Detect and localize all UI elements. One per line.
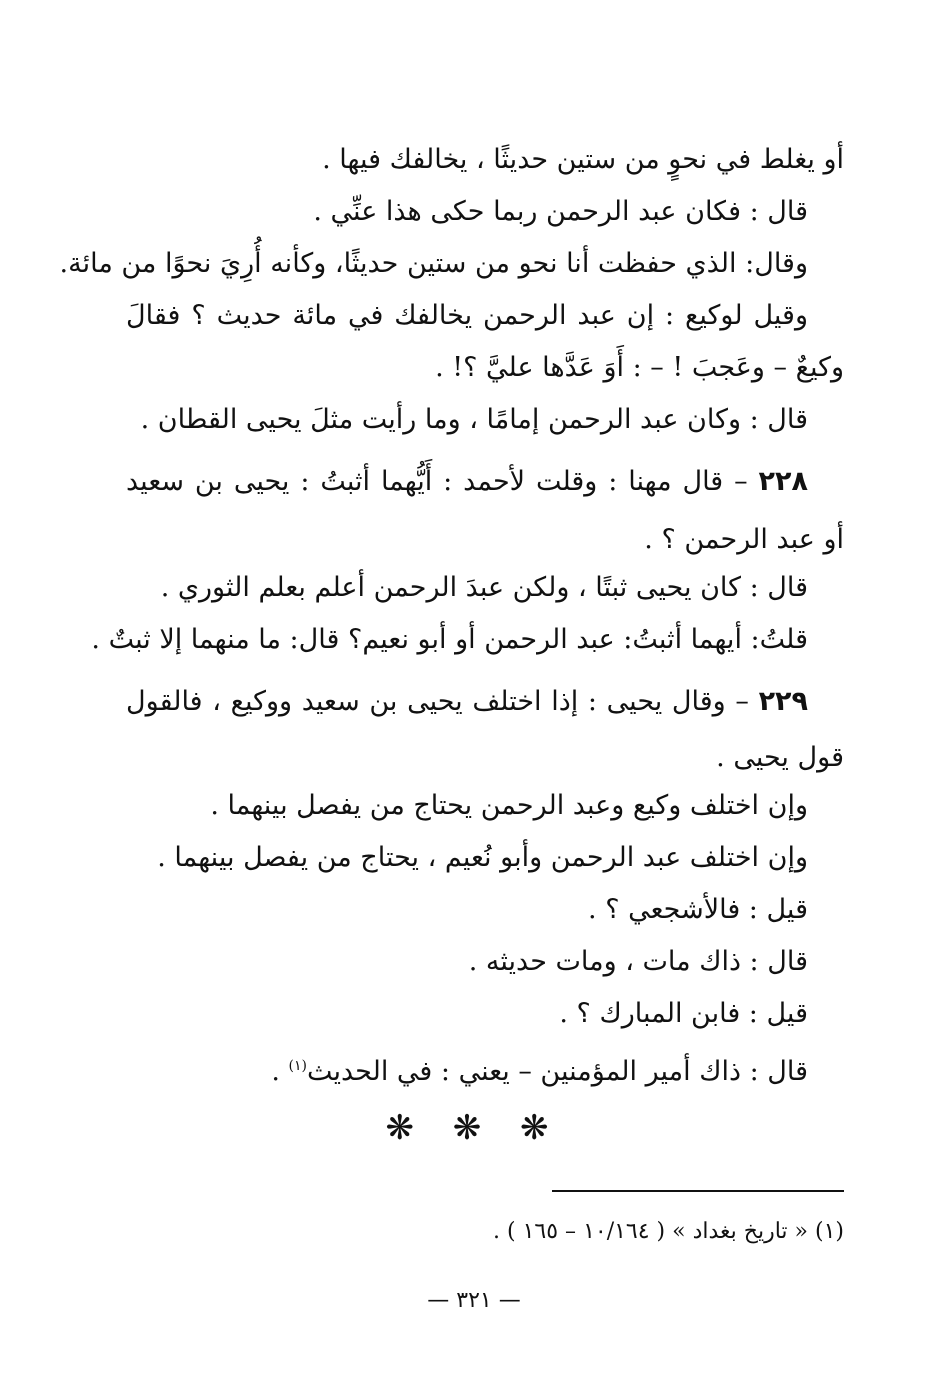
text-line: وإن اختلف وكيع وعبد الرحمن يحتاج من يفصل بينهما . (210, 790, 808, 821)
text-line: قال : كان يحيى ثبتًا ، ولكن عبدَ الرحمن أعلم بعلم الثوري . (160, 572, 808, 603)
text-line: وقال: الذي حفظت أنا نحو من ستين حديثًا، وكأنه أُرِيَ نحوًا من مائة. (59, 248, 808, 279)
dash: – (734, 466, 748, 497)
footnote-marker: (١) (288, 1058, 307, 1074)
last-text-line (126, 1046, 808, 1092)
footnote-divider (552, 1190, 844, 1192)
entry-229-line (126, 682, 808, 722)
text-line: أو يغلط في نحوٍ من ستين حديثًا ، يخالفك فيها . (322, 144, 844, 175)
text-line: قال : فكان عبد الرحمن ربما حكى هذا عنِّي . (313, 196, 808, 227)
text-line: قال مهنا : وقلت لأحمد : أَيُّهما أثبتُ : يحيى بن سعيد (126, 466, 724, 497)
text-line: قال : وكان عبد الرحمن إمامًا ، وما رأيت مثلَ يحيى القطان . (140, 404, 808, 435)
text-line: قيل : فالأشجعي ؟ . (588, 894, 808, 925)
entry-number-229: ٢٢٩ (758, 686, 809, 717)
text-line: وإن اختلف عبد الرحمن وأبو نُعيم ، يحتاج من يفصل بينهما . (157, 842, 808, 873)
text-line: وقيل لوكيع : إن عبد الرحمن يخالفك في مائة حديث ؟ فقالَ (126, 300, 808, 331)
text-line: وقال يحيى : إذا اختلف يحيى بن سعيد ووكيع ، فالقول (126, 686, 726, 717)
dash: – (735, 686, 749, 717)
section-separator-stars: ❋ ❋ ❋ (385, 1108, 563, 1148)
text-line: أو عبد الرحمن ؟ . (644, 524, 844, 555)
text-line: وكيعٌ – وعَجبَ ! – : أَوَ عَدَّها عليَّ ؟! . (435, 352, 844, 383)
line-end: . (271, 1056, 289, 1087)
text-line: قال : ذاك أمير المؤمنين – يعني : في الحديث (306, 1056, 808, 1087)
text-line: قلتُ: أيهما أثبتُ: عبد الرحمن أو أبو نعيم؟ قال: ما منهما إلا ثبتٌ . (91, 624, 808, 655)
entry-number-228: ٢٢٨ (758, 466, 808, 497)
footnote: (١) « تاريخ بغداد » ( ١٠/١٦٤ – ١٦٥ ) . (493, 1219, 844, 1244)
entry-228-line (126, 462, 808, 502)
page-number: — ٣٢١ — (427, 1288, 521, 1313)
text-line: قول يحيى . (716, 742, 844, 773)
text-line: قال : ذاك مات ، ومات حديثه . (468, 946, 808, 977)
text-line: قيل : فابن المبارك ؟ . (559, 998, 808, 1029)
